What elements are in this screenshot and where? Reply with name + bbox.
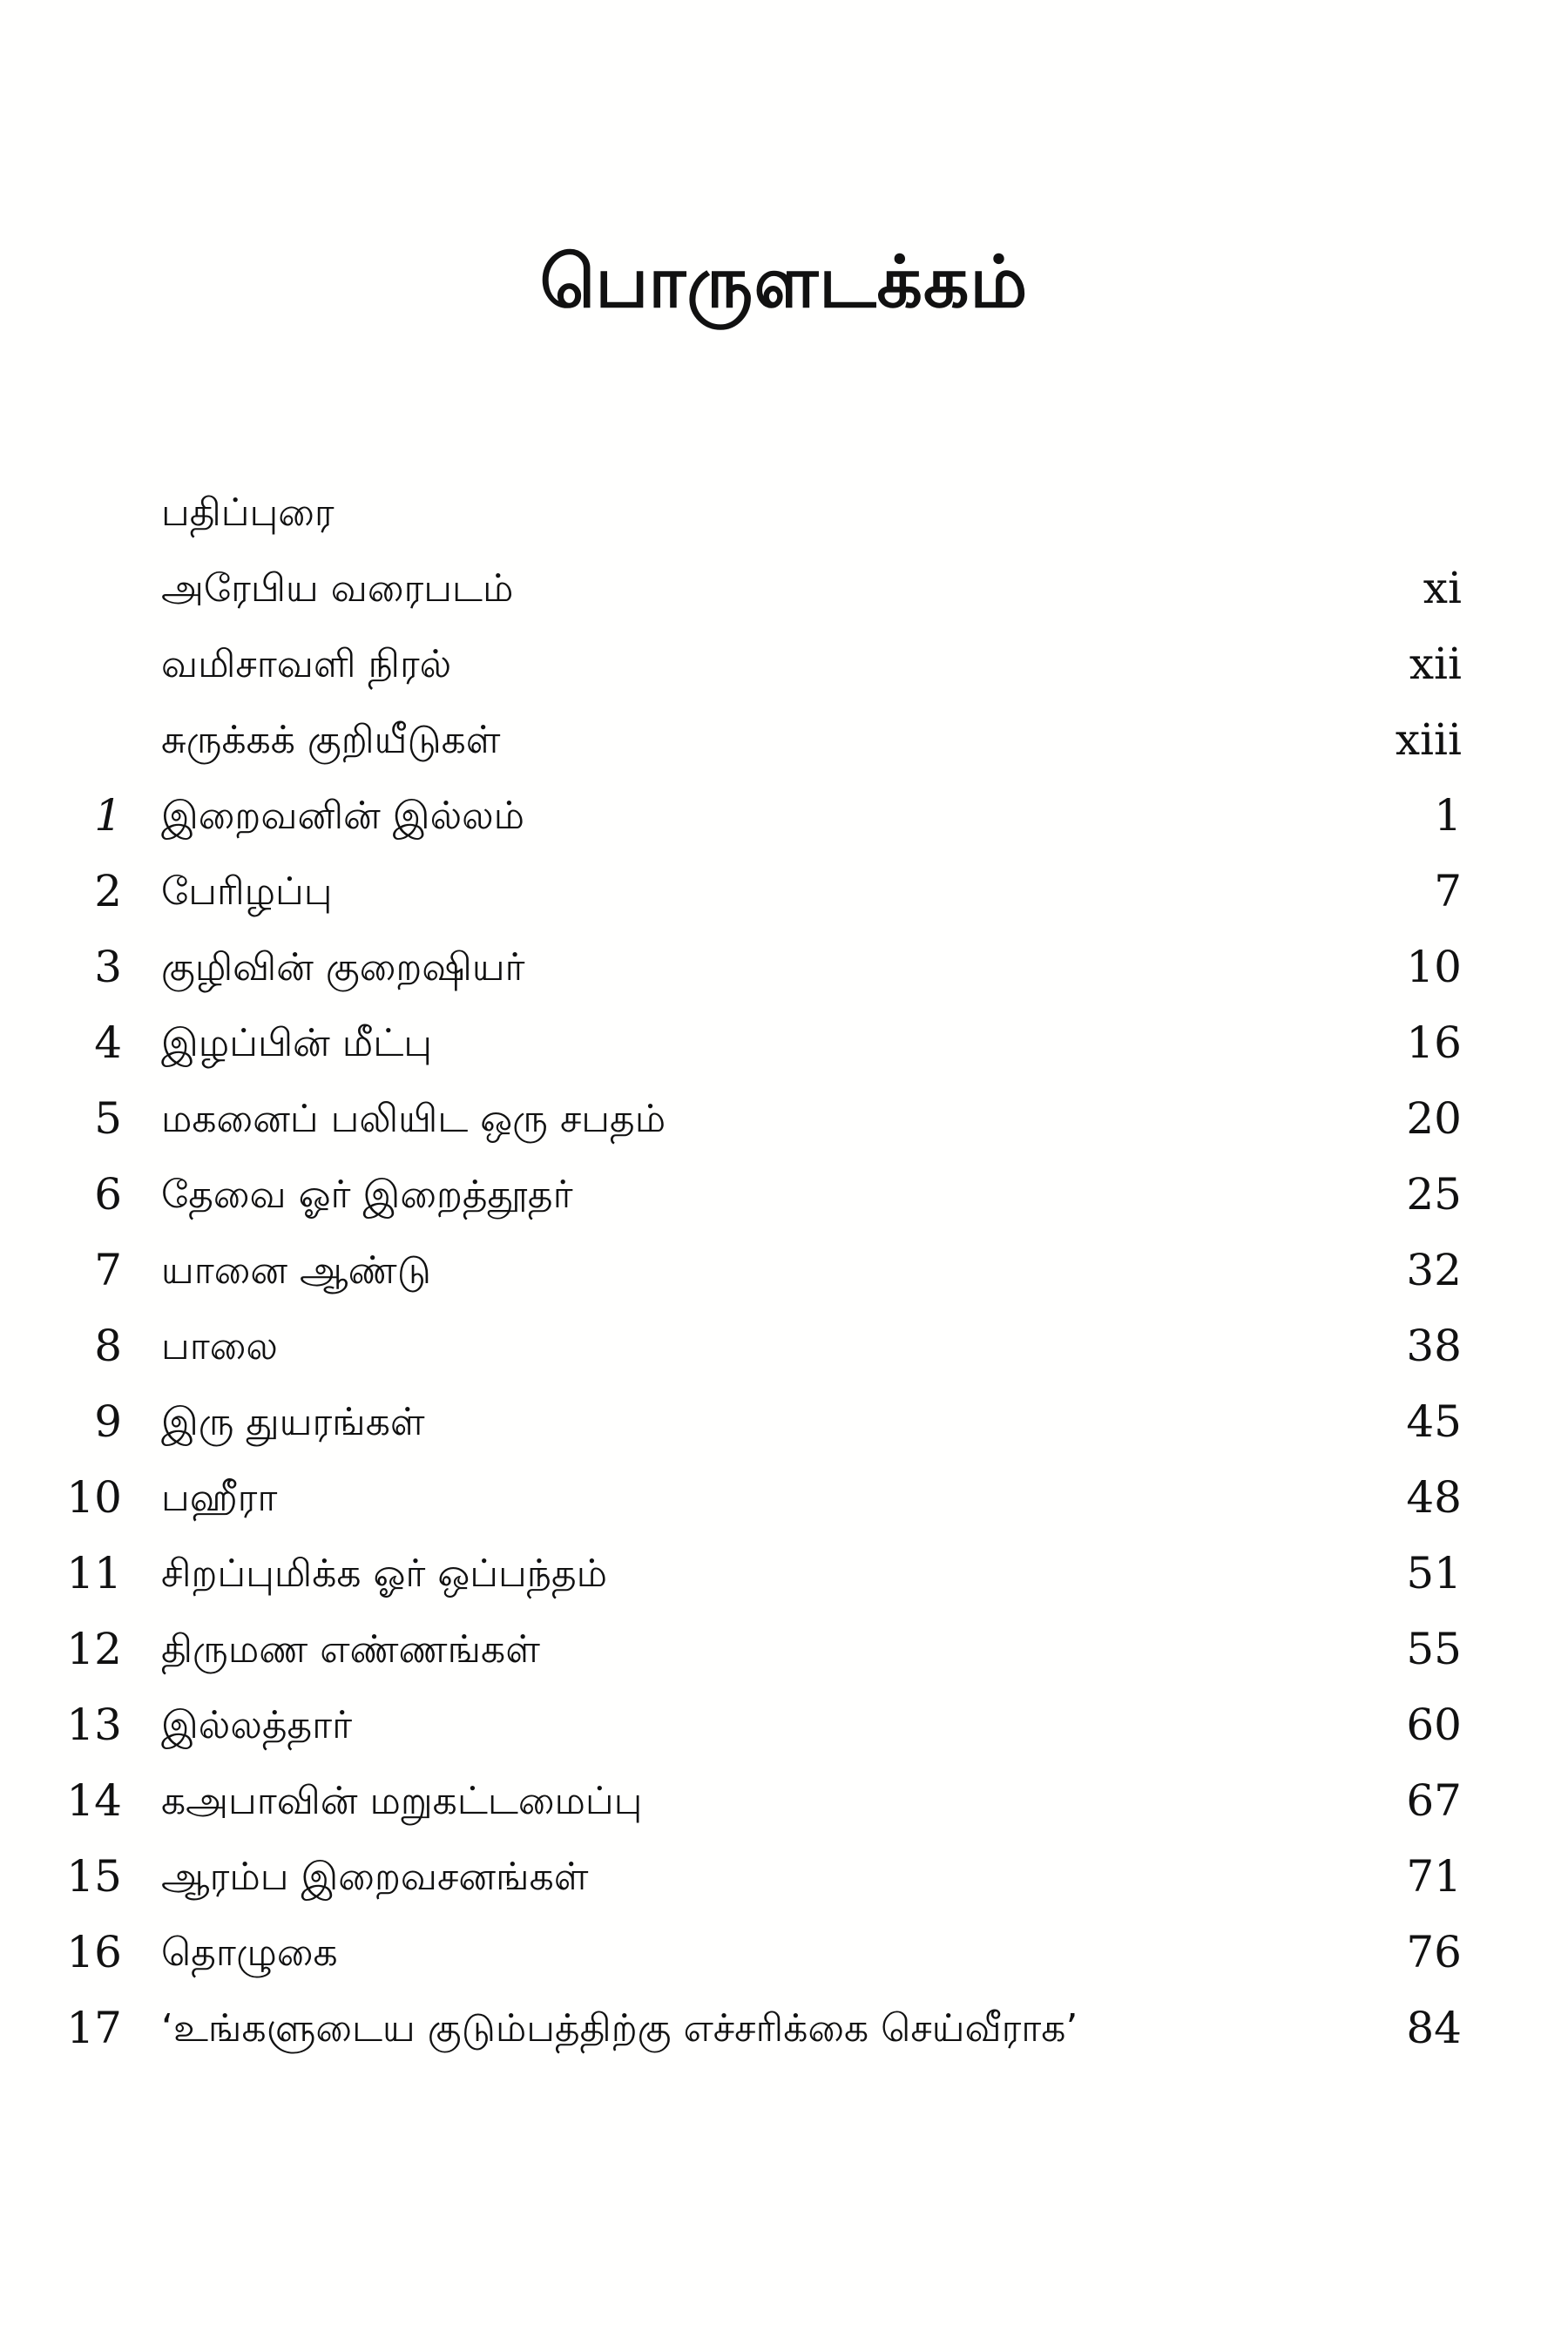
toc-entry	[0, 1384, 1568, 1460]
page-number: 38	[1406, 1321, 1462, 1371]
page-number: 32	[1406, 1245, 1462, 1295]
toc-entry	[0, 702, 1568, 778]
toc-entry	[0, 626, 1568, 702]
chapter-number: 3	[94, 942, 122, 992]
toc-entry	[0, 1612, 1568, 1687]
chapter-number: 7	[94, 1245, 122, 1295]
chapter-title: சிறப்புமிக்க ஓர் ஒப்பந்தம்	[161, 1551, 608, 1596]
toc-entry	[0, 929, 1568, 1005]
toc-entry	[0, 1990, 1568, 2066]
chapter-number: 16	[66, 1927, 122, 1977]
page-number: xi	[1423, 563, 1462, 613]
chapter-title: மகனைப் பலியிட ஒரு சபதம்	[161, 1097, 666, 1141]
chapter-title: யானை ஆண்டு	[161, 1248, 431, 1293]
chapter-number: 6	[94, 1169, 122, 1220]
page-number: 10	[1406, 942, 1462, 992]
page-number: 16	[1406, 1017, 1462, 1068]
table-of-contents	[0, 475, 1568, 2066]
page-title: பொருளடக்கம்	[539, 241, 1029, 324]
chapter-title: தேவை ஓர் இறைத்தூதர்	[161, 1173, 573, 1217]
chapter-number: 8	[94, 1321, 122, 1371]
chapter-number: 17	[66, 2003, 122, 2053]
chapter-number: 9	[94, 1396, 122, 1447]
chapter-title: பேரிழப்பு	[161, 869, 333, 914]
chapter-number: 15	[66, 1851, 122, 1902]
toc-entry	[0, 1005, 1568, 1081]
chapter-number: 2	[94, 866, 122, 916]
chapter-title: இரு துயரங்கள்	[161, 1400, 425, 1444]
page-number: 51	[1406, 1548, 1462, 1598]
toc-entry	[0, 854, 1568, 929]
chapter-number: 11	[66, 1548, 122, 1598]
chapter-title: சுருக்கக் குறியீடுகள்	[161, 718, 501, 762]
page-number: 1	[1434, 790, 1462, 841]
toc-entry	[0, 1308, 1568, 1384]
page-number: 45	[1406, 1396, 1462, 1447]
toc-entry	[0, 1839, 1568, 1915]
page-number: 76	[1406, 1927, 1462, 1977]
chapter-title: இல்லத்தார்	[161, 1703, 353, 1747]
chapter-number: 14	[66, 1775, 122, 1826]
toc-entry	[0, 1233, 1568, 1308]
page-number: 7	[1434, 866, 1462, 916]
page-number: 71	[1406, 1851, 1462, 1902]
chapter-title: குழிவின் குறைஷியர்	[161, 945, 525, 990]
chapter-title: கஅபாவின் மறுகட்டமைப்பு	[161, 1779, 643, 1823]
page-number: xii	[1409, 639, 1462, 689]
toc-entry	[0, 551, 1568, 626]
toc-entry	[0, 1763, 1568, 1839]
toc-entry	[0, 1536, 1568, 1612]
chapter-title: தொழுகை	[161, 1930, 338, 1975]
chapter-number: 1	[94, 790, 122, 841]
chapter-number: 10	[66, 1472, 122, 1523]
chapter-title: பாலை	[161, 1324, 278, 1369]
toc-entry	[0, 1157, 1568, 1233]
toc-entry	[0, 1081, 1568, 1157]
page-number: 20	[1406, 1093, 1462, 1144]
toc-entry	[0, 475, 1568, 551]
chapter-title: பதிப்புரை	[161, 490, 335, 535]
chapter-title: திருமண எண்ணங்கள்	[161, 1627, 540, 1672]
toc-entry	[0, 778, 1568, 854]
page-number: 55	[1406, 1624, 1462, 1674]
toc-entry	[0, 1460, 1568, 1536]
toc-entry	[0, 1687, 1568, 1763]
chapter-title: வமிசாவளி நிரல்	[161, 642, 452, 686]
chapter-number: 4	[94, 1017, 122, 1068]
chapter-title: அரேபிய வரைபடம்	[161, 566, 514, 611]
chapter-number: 5	[94, 1093, 122, 1144]
page-number: 67	[1406, 1775, 1462, 1826]
chapter-title: ஆரம்ப இறைவசனங்கள்	[161, 1855, 589, 1899]
page-number: 60	[1406, 1700, 1462, 1750]
chapter-number: 13	[66, 1700, 122, 1750]
page-number: 84	[1406, 2003, 1462, 2053]
chapter-title: பஹீரா	[161, 1476, 278, 1520]
page-number: 48	[1406, 1472, 1462, 1523]
toc-entry	[0, 1915, 1568, 1990]
chapter-title: ‘உங்களுடைய குடும்பத்திற்கு எச்சரிக்கை செய்வீராக’	[161, 2006, 1078, 2051]
chapter-title: இழப்பின் மீட்பு	[161, 1021, 433, 1065]
chapter-title: இறைவனின் இல்லம்	[161, 794, 525, 838]
page-number: 25	[1406, 1169, 1462, 1220]
page-number: xiii	[1395, 714, 1462, 765]
chapter-number: 12	[66, 1624, 122, 1674]
